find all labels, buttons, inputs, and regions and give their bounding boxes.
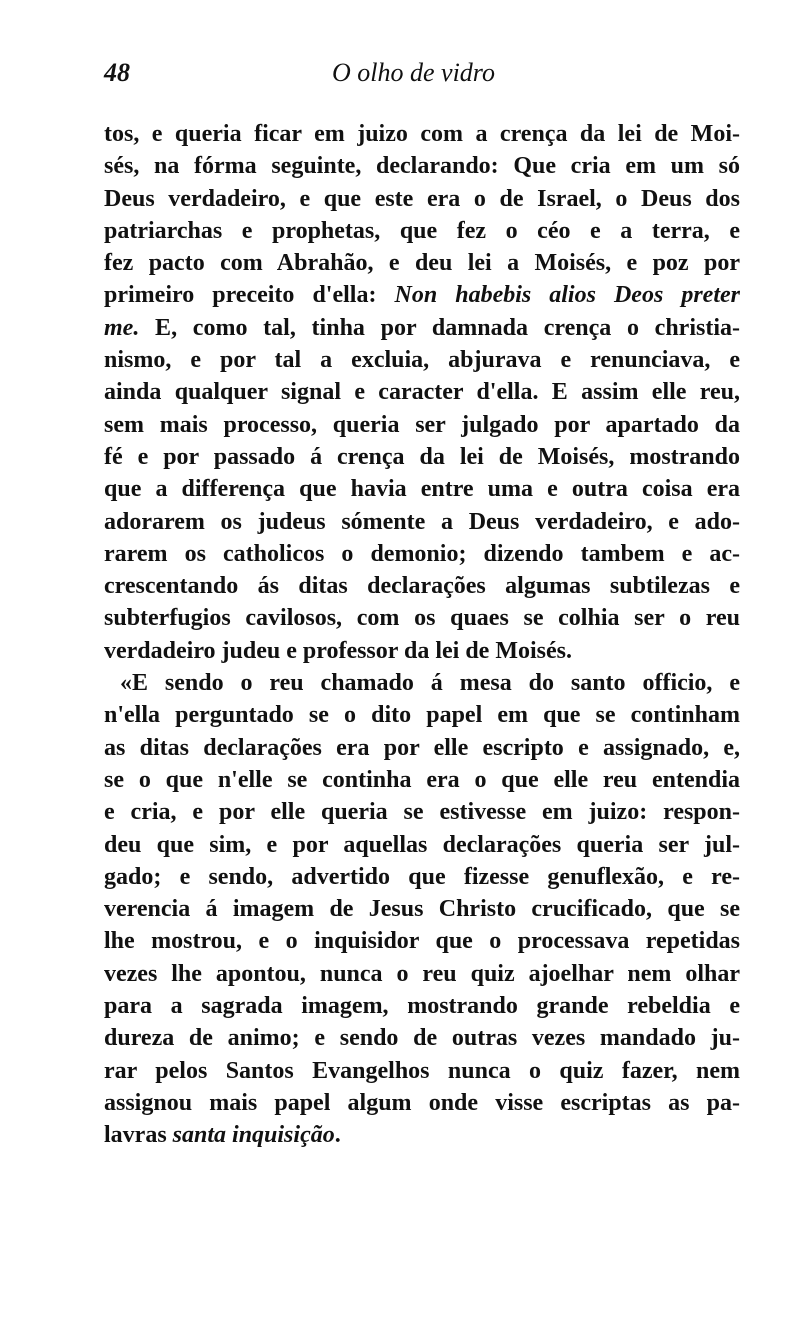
text-line: n'ella perguntado se o dito papel em que se continham xyxy=(104,702,740,729)
text-line: sés, na fórma seguinte, declarando: Que cria em um só xyxy=(104,153,740,180)
line-text: . xyxy=(334,1122,341,1149)
text-line: subterfugios cavilosos, com os quaes se colhia ser o reu xyxy=(104,605,740,632)
text-line: tos, e queria ficar em juizo com a crença da lei de Moi- xyxy=(104,121,740,147)
text-line: Deus verdadeiro, e que este era o de Israel, o Deus dos xyxy=(104,185,740,212)
text-line: deu que sim, e por aquellas declarações queria ser jul- xyxy=(104,831,740,858)
text-line: as ditas declarações era por elle escripto e assignado, e, xyxy=(104,734,740,761)
text-line: se o que n'elle se continha era o que elle reu entendia xyxy=(104,766,740,793)
text-line: para a sagrada imagem, mostrando grande rebeldia e xyxy=(104,993,740,1020)
line-text: primeiro preceito d'ella: xyxy=(104,282,395,309)
text-line: «E sendo o reu chamado á mesa do santo officio, e xyxy=(120,670,740,697)
paragraph-2 xyxy=(104,667,740,1151)
latin-quote: santa inquisição xyxy=(172,1122,335,1149)
text-line: dureza de animo; e sendo de outras vezes mandado ju- xyxy=(104,1025,740,1052)
text-line: ainda qualquer signal e caracter d'ella. E assim elle reu, xyxy=(104,379,740,406)
text-line: nismo, e por tal a excluia, abjurava e renunciava, e xyxy=(104,347,740,374)
text-line: crescentando ás ditas declarações algumas subtilezas e xyxy=(104,573,740,600)
text-line: assignou mais papel algum onde visse escriptas as pa- xyxy=(104,1089,740,1116)
text-line: patriarchas e prophetas, que fez o céo e a terra, e xyxy=(104,217,740,244)
text-line: rar pelos Santos Evangelhos nunca o quiz fazer, nem xyxy=(104,1057,740,1084)
text-line: fé e por passado á crença da lei de Moisés, mostrando xyxy=(104,443,740,470)
text-line xyxy=(104,1119,740,1151)
latin-quote: me. xyxy=(104,314,140,341)
text-line: adorarem os judeus sómente a Deus verdadeiro, e ado- xyxy=(104,508,740,535)
text-line: verdadeiro judeu e professor da lei de Moisés. xyxy=(104,637,572,664)
body-text xyxy=(104,118,740,1152)
line-text: E, como tal, tinha por damnada crença o christia- xyxy=(139,314,740,341)
text-line: que a differença que havia entre uma e outra coisa era xyxy=(104,476,740,503)
text-line: gado; e sendo, advertido que fizesse genuflexão, e re- xyxy=(104,863,740,890)
text-line: vezes lhe apontou, nunca o reu quiz ajoelhar nem olhar xyxy=(104,960,740,987)
text-line: rarem os catholicos o demonio; dizendo tambem e ac- xyxy=(104,540,740,567)
text-line xyxy=(104,312,740,344)
running-title: O olho de vidro xyxy=(332,58,495,87)
text-line: lhe mostrou, e o inquisidor que o processava repetidas xyxy=(104,928,740,955)
text-line: fez pacto com Abrahão, e deu lei a Moisés, e poz por xyxy=(104,250,740,277)
page-header xyxy=(104,58,744,92)
text-line xyxy=(104,279,740,311)
paragraph-1 xyxy=(104,118,740,667)
text-line: verencia á imagem de Jesus Christo crucificado, que se xyxy=(104,896,740,923)
page-number: 48 xyxy=(104,58,130,87)
line-text: lavras xyxy=(104,1122,173,1149)
text-line: sem mais processo, queria ser julgado por apartado da xyxy=(104,411,740,438)
text-line: e cria, e por elle queria se estivesse em juizo: respon- xyxy=(104,799,740,826)
latin-quote: Non habebis alios Deos preter xyxy=(394,282,740,309)
